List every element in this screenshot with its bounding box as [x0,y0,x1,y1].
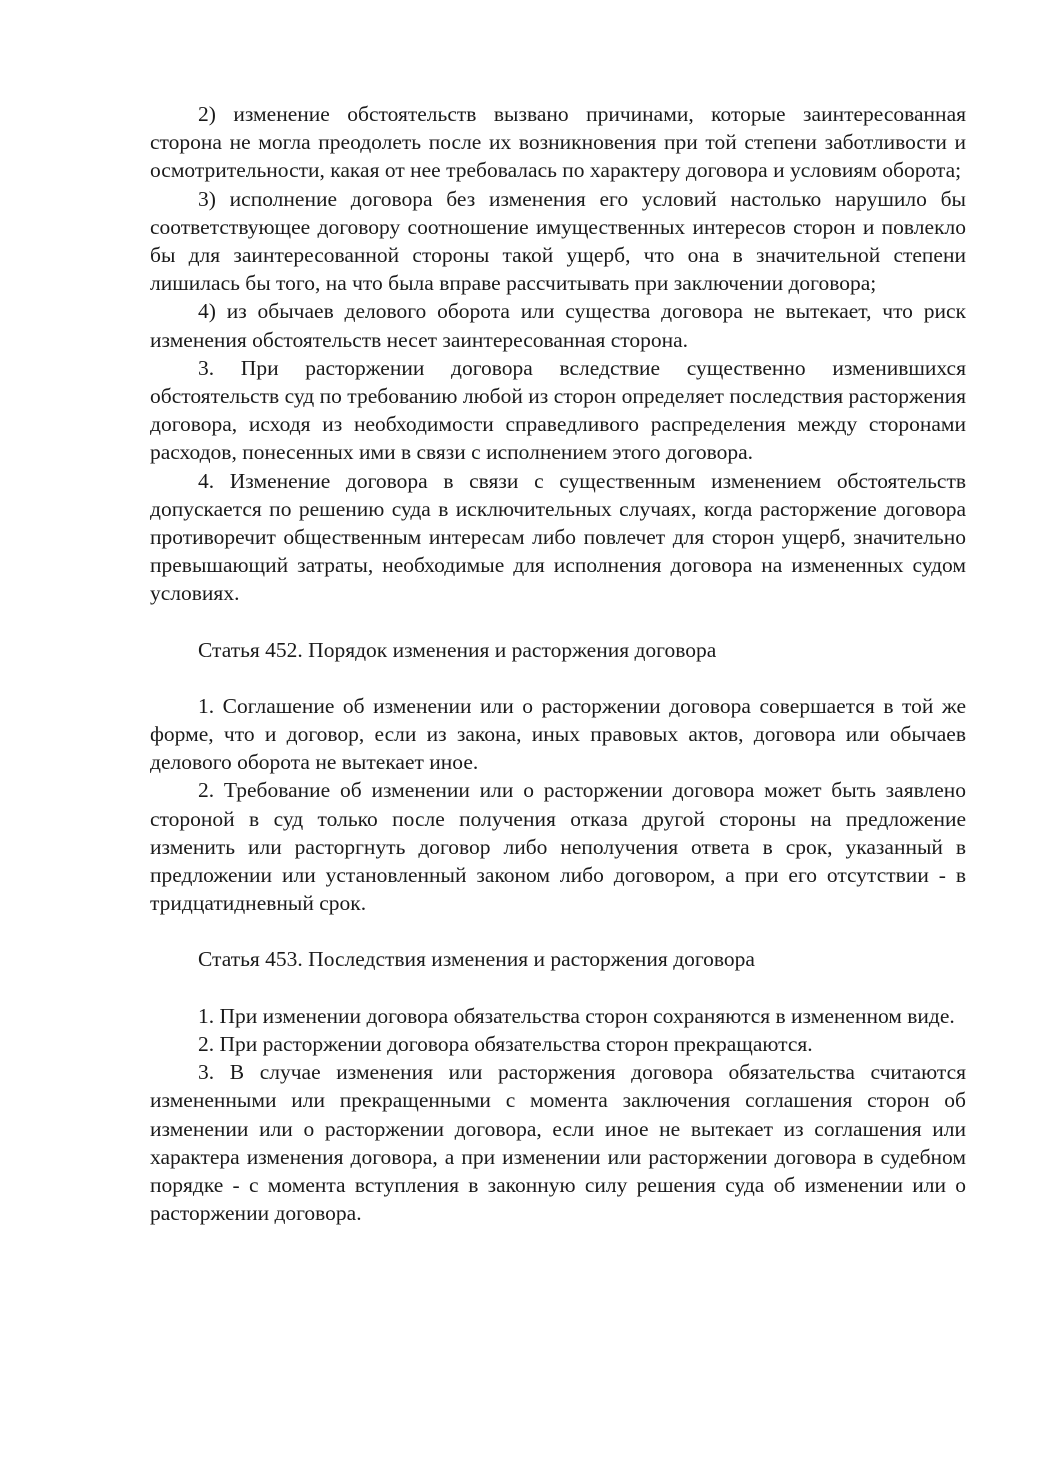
article-453-clause-3: 3. В случае изменения или расторжения договора обязательства считаются измененными или прекращенными с момента заключения соглашения сторон об изменении или о расторжении договора, если иное не вытекает из соглашения или характера изменения договора, а при изменении или расторжении договора в судебном порядке - с момента вступления в законную силу решения суда об изменении или о расторжении договора. [150,1060,966,1226]
paragraph-item-2: 2) изменение обстоятельств вызвано причинами, которые заинтересованная сторона не могла преодолеть после их возникновения при той степени заботливости и осмотрительности, какая от нее требовалась по характеру договора и условиям оборота; [150,102,966,183]
article-452-clause-1: 1. Соглашение об изменении или о расторжении договора совершается в той же форме, что и договор, если из закона, иных правовых актов, договора или обычаев делового оборота не вытекает иное. [150,693,966,775]
paragraph-item-4: 4) из обычаев делового оборота или существа договора не вытекает, что риск изменения обстоятельств несет заинтересованная сторона. [150,299,966,352]
article-453-heading: Статья 453. Последствия изменения и расторжения договора [198,947,755,972]
article-453-clause-1: 1. При изменении договора обязательства сторон сохраняются в измененном виде. [198,1003,955,1028]
paragraph-clause-3: 3. При расторжении договора вследствие существенно изменившихся обстоятельств суд по требованию любой из сторон определяет последствия расторжения договора, исходя из необходимости справедливого распределения между сторонами расходов, понесенных ими в связи с исполнением этого договора. [150,355,966,465]
article-452-heading: Статья 452. Порядок изменения и расторжения договора [198,637,717,662]
article-453-clause-2: 2. При расторжении договора обязательства сторон прекращаются. [198,1031,813,1056]
article-452-clause-2: 2. Требование об изменении или о расторжении договора может быть заявлено стороной в суд только после получения отказа другой стороны на предложение изменить или расторгнуть договор либо неполучения ответа в срок, указанный в предложении или установленный законом либо договором, а при его отсутствии - в тридцатидневный срок. [150,778,966,916]
paragraph-clause-4: 4. Изменение договора в связи с существенным изменением обстоятельств допускается по решению суда в исключительных случаях, когда расторжение договора противоречит общественным интересам либо повлечет для сторон ущерб, значительно превышающий затраты, необходимые для исполнения договора на измененных судом условиях. [150,468,966,606]
document-page [150,100,966,1227]
paragraph-item-3: 3) исполнение договора без изменения его условий настолько нарушило бы соответствующее договору соотношение имущественных интересов сторон и повлекло бы для заинтересованной стороны такой ущерб, что она в значительной степени лишилась бы того, на что была вправе рассчитывать при заключении договора; [150,186,966,296]
